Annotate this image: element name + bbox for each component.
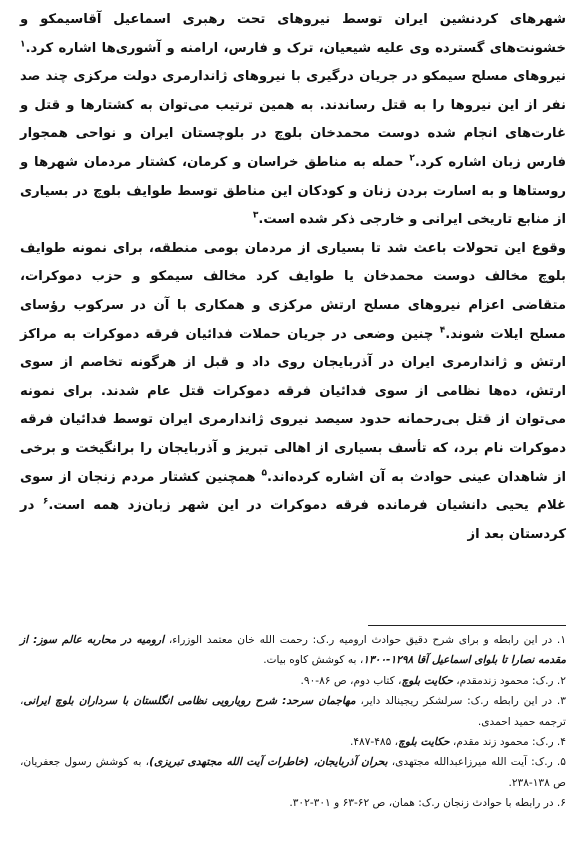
- text-run: در کردستان بعد از: [20, 498, 566, 542]
- footnote-marker: ۳: [252, 210, 259, 221]
- footnote-3: [20, 691, 566, 732]
- footnote-text: ، کتاب دوم، ص ۸۶-۹۰.: [300, 674, 402, 687]
- footnote-title: بحران آذربایجان، (خاطرات آیت الله مجتهدی تبریزی): [149, 756, 388, 769]
- footnote-6: [20, 793, 566, 813]
- body-text: [20, 6, 566, 549]
- text-run: حمله به مناطق خراسان و کرمان، کشتار مردمان شهرها و روستاها و به اسارت بردن زنان و کودکان این مناطق توسط طوایف بلوچ در بسیاری از منابع تاریخی ایرانی و خارجی ذکر شده است.: [20, 154, 566, 228]
- body-paragraph-2: [20, 235, 566, 550]
- footnote-title: مهاجمان سرحد: شرح رویارویی نظامی انگلستان با سرداران بلوچ ایرانی: [23, 695, 356, 708]
- text-run: وقوع این تحولات باعث شد تا بسیاری از مردمان بومی منطقه، برای نمونه طوایف بلوچ مخالف دوست محمدخان یا طوایف کرد مخالف سیمکو و حزب دموکرات، متقاضی اعزام نیروهای مسلح ارتش مرکزی و همکاری با آن در سرکوب رؤسای مسلح ایلات شوند.: [20, 240, 566, 342]
- footnote-text: ، ۴۸۵-۴۸۷.: [349, 736, 399, 749]
- footnote-marker: ۱: [20, 39, 26, 50]
- footnote-marker: ۵: [261, 468, 268, 479]
- body-paragraph-1: [20, 6, 566, 235]
- footnote-text: ۵. ر.ک: آیت الله میرزاعبدالله مجتهدی،: [387, 756, 566, 769]
- footnote-text: ۴. ر.ک: محمود زند مقدم،: [449, 736, 566, 749]
- text-run: شهرهای کردنشین ایران توسط نیروهای تحت رهبری اسماعیل آقاسیمکو و خشونت‌های گسترده وی علیه شیعیان، ترک و فارس، ارامنه و آشوری‌ها اشاره کرد.: [20, 12, 566, 56]
- footnote-4: [20, 732, 566, 752]
- footnote-marker: ۴: [439, 325, 446, 336]
- footnote-title: ارومیه در محاربه عالم سوز: از مقدمه نصارا تا بلوای اسماعیل آقا ۱۲۹۸-۱۳۰۰: [20, 634, 566, 667]
- text-run: همچنین کشتار مردم زنجان از سوی غلام یحیی دانشیان فرمانده فرقه دموکرات در این شهر زبان‌زد همه است.: [20, 469, 567, 514]
- footnote-marker: ۶: [42, 496, 49, 507]
- footnote-1: [20, 630, 566, 671]
- footnote-text: ، به کوشش کاوه بیات.: [263, 654, 364, 667]
- text-run: نیروهای مسلح سیمکو در جریان درگیری با نیروهای ژاندارمری دولت مرکزی چند صد نفر از این نیروها را به قتل رساندند. به همین ترتیب می‌توان به کشتارها و قتل و غارت‌های انجام شده دوست محمدخان بلوچ در بلوچستان ایران و نواحی همجوار فارس زبان اشاره کرد.: [20, 69, 566, 170]
- footnote-text: ۳. در این رابطه ر.ک: سرلشکر ریجینالد دایر،: [355, 695, 566, 708]
- footnote-5: [20, 752, 566, 793]
- footnote-text: ، به کوشش رسول جعفریان، ص ۱۳۸-۲۳۸.: [20, 756, 566, 789]
- footnotes: [20, 630, 566, 814]
- footnote-marker: ۲: [409, 153, 415, 164]
- footnote-text: ، ترجمه حمید احمدی.: [20, 695, 566, 728]
- footnote-text: ۱. در این رابطه و برای شرح دقیق حوادث ارومیه ر.ک: رحمت الله خان معتمد الوزراء،: [164, 634, 567, 646]
- text-run: چنین وضعی در جریان حملات فدائیان فرقه دموکرات به مراکز ارتش و ژاندارمری ایران در آذربایجان روی داد و قبل از هرگونه تخاصم از سوی ارتش، ده‌ها نظامی از سوی فدائیان فرقه دموکرات قتل عام شدند. برای نمونه می‌توان از قتل بی‌رحمانه حدود سیصد نیروی ژاندارمری ایران توسط فدائیان فرقه دموکرات نام برد، که تأسف بسیاری از اهالی تبریز و آذربایجان را برانگیخت و برخی از شاهدان عینی حوادث به آن اشاره کرده‌اند.: [20, 326, 566, 485]
- footnote-2: [20, 671, 566, 691]
- footnote-separator: [368, 625, 566, 626]
- footnote-title: حکایت بلوچ: [398, 736, 450, 749]
- footnote-title: حکایت بلوچ: [401, 674, 453, 687]
- footnote-text: ۲. ر.ک: محمود زندمقدم،: [452, 674, 566, 687]
- footnote-text: ۶. در رابطه با حوادث زنجان ر.ک: همان، ص ۶۲-۶۳ و ۳۰۱-۳۰۲.: [289, 797, 566, 810]
